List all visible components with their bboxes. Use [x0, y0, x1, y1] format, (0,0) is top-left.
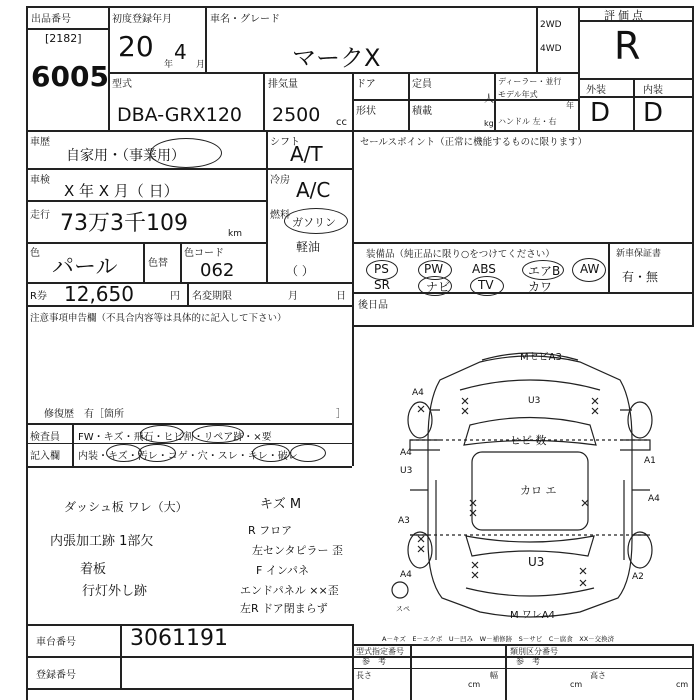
inspection-value: X 年 X 月（ 日）: [64, 182, 179, 200]
warranty-value: 有・無: [622, 270, 659, 284]
month-label: 月: [288, 291, 298, 302]
exterior-label: 外装: [586, 85, 606, 96]
divider: [26, 242, 266, 244]
divider: [578, 78, 694, 80]
kg-unit: kg: [484, 119, 494, 128]
notes-label: 注意事項申告欄（不具合内容等は具体的に記入して下さい）: [30, 313, 287, 324]
divider: [187, 282, 189, 305]
damage-legend: A－キズ E－エクボ U－凹み W－補修跡 S－サビ C－腐食 XX－交換済: [382, 635, 615, 643]
diag-u3-l: U3: [400, 466, 413, 476]
diag-a2-r: A2: [632, 572, 644, 582]
divider: [26, 466, 352, 468]
carname-label: 車名・グレード: [210, 14, 280, 25]
top-border: [26, 6, 694, 8]
cc-unit: cc: [336, 117, 347, 128]
class-label: 類別区分番号: [510, 647, 558, 656]
first-reg-year: 20: [118, 30, 154, 63]
door-label: ドア: [356, 79, 376, 90]
recycle-label: R券: [30, 291, 47, 302]
aircon-value: A/C: [296, 178, 331, 202]
diag-top-label: MセビA3: [520, 352, 562, 363]
km-unit: km: [228, 229, 242, 239]
divider: [26, 168, 352, 170]
name-change-label: 名変期限: [192, 291, 232, 302]
class-ref: 参 考: [516, 657, 540, 666]
drive-2wd: 2WD: [540, 20, 562, 30]
fuel-label: 燃料: [270, 210, 290, 221]
comment-line3: 着板: [80, 562, 107, 577]
comment-r3: F インパネ: [256, 564, 310, 577]
equip-navi: ナビ: [426, 280, 451, 294]
divider: [26, 423, 352, 425]
width-label: 幅: [490, 671, 498, 680]
divider: [205, 6, 207, 72]
fuel-other: （ ）: [286, 264, 314, 278]
left-border: [26, 6, 28, 700]
drive-4wd: 4WD: [540, 44, 562, 54]
capacity-label: 定員: [412, 79, 432, 90]
reg-label: 登録番号: [36, 670, 76, 681]
person-unit: 人: [484, 94, 494, 105]
shift-value: A/T: [290, 142, 323, 166]
model: DBA-GRX120: [117, 104, 243, 126]
day-label: 日: [336, 291, 346, 302]
inspector-label: 検査員: [30, 432, 60, 443]
mileage-label: 走行: [30, 210, 50, 221]
comment-line1: ダッシュ板 ワレ（大）: [64, 500, 188, 514]
right-border-top: [692, 6, 694, 132]
divider: [352, 130, 354, 466]
equip-ps-circle: [366, 260, 398, 280]
dirt-circle: [138, 444, 176, 462]
lot-label: 出品番号: [31, 14, 71, 25]
history-value: 自家用・（事業用）: [66, 148, 185, 164]
model-spec-ref: 参 考: [362, 657, 386, 666]
equip-leather: カワ: [528, 280, 553, 294]
model-label: 型式: [112, 79, 132, 90]
diag-a3-l: A3: [398, 516, 410, 526]
shape-label: 形状: [356, 106, 376, 117]
equip-aw: AW: [580, 262, 600, 276]
divider: [72, 423, 74, 466]
equip-label: 装備品（純正品に限り○をつけてください）: [366, 249, 555, 260]
displacement: 2500: [272, 104, 321, 126]
divider: [494, 72, 496, 130]
comment-r5: 左R ドア閉まらず: [240, 602, 328, 615]
divider: [352, 99, 578, 101]
carname: マークX: [292, 44, 381, 72]
length-cm: cm: [468, 680, 481, 689]
comment-line1-right: キズ M: [260, 497, 302, 512]
height-label: 高さ: [590, 671, 606, 680]
fuel-gas: ガソリン: [292, 216, 336, 229]
lot-code: [2182]: [45, 32, 82, 45]
equip-pw: PW: [424, 262, 444, 276]
color-code: 062: [200, 260, 235, 281]
divider: [352, 624, 354, 700]
handle-label: ハンドル 左・右: [498, 117, 557, 126]
history-label: 車歴: [30, 137, 50, 148]
interior-grade: D: [643, 98, 664, 128]
score: R: [614, 24, 641, 68]
repair-label: 修復歴 有［箇所: [44, 409, 124, 420]
aircon-label: 冷房: [270, 175, 290, 186]
yen-unit: 円: [170, 291, 180, 302]
divider: [536, 6, 538, 72]
warranty-label: 新車保証書: [616, 249, 662, 259]
cut-circle: [290, 444, 326, 462]
flying-stone-circle: [140, 425, 184, 443]
diag-spoke: スペ: [396, 605, 410, 613]
recycle-value: 12,650: [64, 282, 134, 306]
mileage-value: 73万3千109: [60, 211, 188, 236]
equip-airbag: エアB: [528, 264, 561, 278]
shift-label: シフト: [270, 137, 300, 148]
interior-label: 内装: [643, 85, 663, 96]
wear-circle: [252, 444, 290, 462]
diag-a4-lt: A4: [412, 388, 424, 398]
divider: [633, 78, 635, 130]
divider: [352, 292, 694, 294]
diag-a4-l3: A4: [400, 570, 412, 580]
diag-a1-r: A1: [644, 456, 656, 466]
divider: [608, 242, 610, 292]
post-equip-label: 後日品: [358, 300, 388, 311]
divider: [352, 325, 694, 327]
divider: [26, 28, 108, 30]
equip-sr: SR: [374, 278, 390, 292]
interior-scratch-circle: [106, 444, 142, 462]
lot-number: 6005: [31, 60, 109, 93]
divider: [578, 6, 580, 130]
load-label: 積載: [412, 106, 432, 117]
comment-r4: エンドパネル ××歪: [240, 584, 339, 597]
dealer-label: ディーラー・並行: [498, 77, 562, 86]
diag-kao: カロ エ: [520, 484, 557, 497]
divider: [505, 644, 507, 700]
entry-label: 記入欄: [30, 451, 60, 462]
height-cm: cm: [676, 680, 689, 689]
comment-line4: 行灯外し跡: [82, 584, 148, 599]
diag-u3-top: U3: [528, 396, 541, 406]
divider: [692, 130, 694, 325]
fuel-circle: [284, 208, 348, 234]
divider: [352, 72, 354, 130]
diag-bottom-label: M ワレA4: [510, 610, 556, 621]
model-year-unit: 年: [566, 101, 574, 110]
history-circle: [150, 138, 222, 168]
divider: [26, 688, 352, 690]
divider: [180, 242, 182, 282]
equip-airbag-circle: [522, 260, 564, 280]
inspector-row2: 内装・キズ・汚レ・コゲ・穴・スレ・キレ・破レ: [78, 451, 298, 462]
equip-navi-circle: [418, 276, 452, 296]
year-unit: 年: [164, 60, 174, 70]
divider: [352, 668, 694, 669]
diag-u3-bottom: U3: [528, 555, 545, 569]
diag-a4-r: A4: [648, 494, 660, 504]
divider: [692, 644, 694, 700]
color-change-label: 色替: [148, 258, 168, 269]
model-spec-label: 型式指定番号: [356, 647, 404, 656]
comment-line2: 内張加工跡 1部欠: [50, 534, 154, 549]
equip-tv-circle: [470, 276, 504, 296]
width-cm: cm: [570, 680, 583, 689]
diag-hibi: ヒビ 数: [510, 434, 547, 447]
divider: [26, 130, 694, 132]
exterior-grade: D: [590, 98, 611, 128]
divider: [410, 644, 412, 700]
equip-ps: PS: [374, 262, 389, 276]
equip-abs: ABS: [472, 262, 496, 276]
fuel-diesel: 軽油: [296, 240, 321, 254]
chassis-label: 車台番号: [36, 637, 76, 648]
chassis-value: 3061191: [130, 626, 228, 651]
color-label: 色: [30, 248, 40, 259]
comment-r1: R フロア: [248, 524, 293, 537]
length-label: 長さ: [356, 671, 372, 680]
crack-circle: [192, 425, 244, 443]
sales-point-label: セールスポイント（正常に機能するものに限ります）: [360, 137, 588, 148]
first-reg-month: 4: [174, 40, 187, 64]
divider: [408, 72, 410, 130]
color-value: パール: [52, 255, 118, 280]
equip-aw-circle: [572, 258, 606, 282]
divider: [263, 72, 265, 130]
model-year-label: モデル年式: [498, 90, 538, 99]
comment-r2: 左センタピラー 歪: [252, 544, 344, 557]
repair-end: ］: [336, 409, 346, 420]
first-reg-label: 初度登録年月: [112, 14, 172, 25]
color-code-label: 色コード: [184, 248, 224, 259]
score-label: 評価点: [604, 9, 646, 22]
equip-tv: TV: [478, 278, 494, 292]
inspection-label: 車検: [30, 175, 50, 186]
divider: [120, 624, 122, 688]
inspector-row1: FW・キズ・飛石・ヒビ割・リペア跡・×要: [78, 432, 272, 443]
month-unit: 月: [196, 60, 206, 70]
diag-a4-l2: A4: [400, 448, 412, 458]
divider: [143, 242, 145, 282]
displacement-label: 排気量: [268, 79, 298, 90]
divider: [352, 242, 694, 244]
divider: [266, 130, 268, 282]
